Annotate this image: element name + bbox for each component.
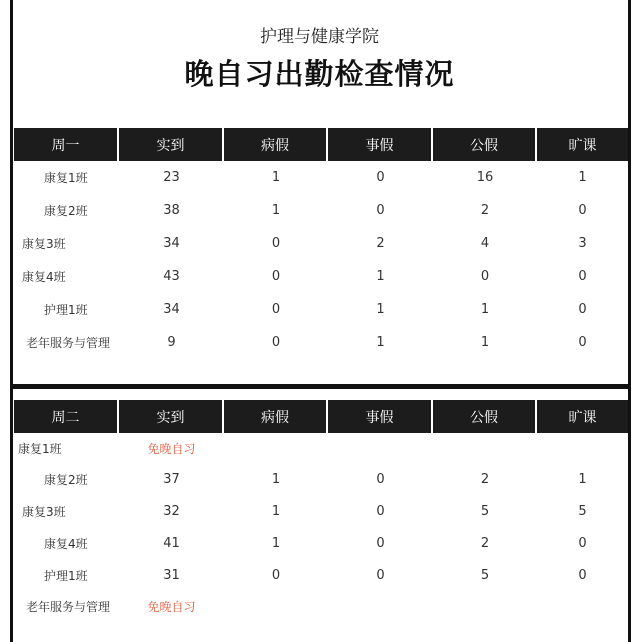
col-header-official: 公假 [433, 400, 537, 433]
sick-count: 0 [271, 335, 281, 350]
col-header-present: 实到 [119, 128, 224, 161]
present-count: 23 [163, 170, 180, 185]
table-row [14, 194, 628, 227]
table-row [14, 293, 628, 326]
present-count: 41 [163, 535, 180, 551]
official-count: 1 [480, 302, 490, 317]
exempt-note: 免晚自习 [147, 599, 196, 614]
col-header-day: 周二 [14, 400, 119, 433]
personal-count: 0 [376, 471, 385, 487]
class-name: 康复4班 [44, 536, 88, 551]
table-row [14, 527, 628, 559]
class-name: 康复4班 [22, 270, 66, 284]
class-name: 老年服务与管理 [26, 599, 111, 614]
official-count: 5 [480, 503, 490, 519]
sick-count: 1 [271, 170, 281, 185]
class-name: 护理1班 [44, 568, 88, 583]
table-row [14, 495, 628, 527]
official-count: 0 [480, 269, 490, 284]
absent-count: 3 [578, 236, 587, 251]
col-header-absent: 旷课 [537, 400, 628, 433]
table-header [14, 128, 628, 161]
table-row [14, 326, 628, 359]
class-name: 康复3班 [22, 504, 66, 519]
monday-table [14, 128, 628, 359]
class-name: 康复3班 [22, 237, 66, 251]
sick-count: 1 [271, 203, 281, 218]
frame-right-border [628, 0, 631, 642]
table-row [14, 161, 628, 194]
sick-count: 0 [271, 567, 281, 583]
exempt-note: 免晚自习 [147, 441, 196, 456]
col-header-sick: 病假 [224, 400, 328, 433]
personal-count: 0 [376, 503, 385, 519]
present-count: 43 [163, 269, 180, 284]
table-row [14, 227, 628, 260]
absent-count: 0 [578, 567, 587, 583]
official-count: 16 [476, 170, 494, 185]
class-name: 老年服务与管理 [26, 336, 111, 350]
col-header-personal: 事假 [328, 400, 433, 433]
sick-count: 1 [271, 535, 281, 551]
sick-count: 1 [271, 503, 281, 519]
col-header-present: 实到 [119, 400, 224, 433]
absent-count: 0 [578, 535, 587, 551]
present-count: 34 [163, 302, 180, 317]
personal-count: 0 [376, 203, 385, 218]
tuesday-table [14, 400, 628, 621]
personal-count: 0 [376, 567, 385, 583]
section-divider [10, 384, 631, 389]
absent-count: 0 [578, 269, 587, 284]
absent-count: 5 [578, 503, 587, 519]
col-header-day: 周一 [14, 128, 119, 161]
table-row [14, 463, 628, 495]
present-count: 37 [163, 471, 180, 487]
present-count: 32 [163, 503, 180, 519]
college-name: 护理与健康学院 [260, 27, 379, 47]
official-count: 2 [480, 535, 490, 551]
col-header-personal: 事假 [328, 128, 433, 161]
table-row [14, 559, 628, 591]
present-count: 34 [163, 236, 180, 251]
page-title: 晚自习出勤检查情况 [184, 57, 455, 91]
present-count: 38 [163, 203, 180, 218]
present-count: 31 [163, 567, 180, 583]
col-header-absent: 旷课 [537, 128, 628, 161]
official-count: 2 [480, 203, 490, 218]
sick-count: 0 [271, 269, 281, 284]
absent-count: 1 [578, 471, 587, 487]
class-name: 护理1班 [44, 303, 88, 317]
col-header-sick: 病假 [224, 128, 328, 161]
col-header-official: 公假 [433, 128, 537, 161]
table-row [14, 433, 628, 463]
personal-count: 1 [376, 302, 385, 317]
personal-count: 1 [376, 269, 385, 284]
personal-count: 0 [376, 170, 385, 185]
official-count: 4 [480, 236, 490, 251]
table-row [14, 591, 628, 621]
sick-count: 1 [271, 471, 281, 487]
absent-count: 1 [578, 170, 587, 185]
official-count: 1 [480, 335, 490, 350]
class-name: 康复2班 [44, 472, 88, 487]
sick-count: 0 [271, 236, 281, 251]
sick-count: 0 [271, 302, 281, 317]
frame-left-border [10, 0, 13, 642]
class-name: 康复1班 [44, 171, 88, 185]
class-name: 康复1班 [18, 441, 62, 456]
official-count: 5 [480, 567, 490, 583]
personal-count: 2 [376, 236, 385, 251]
table-header [14, 400, 628, 433]
personal-count: 1 [376, 335, 385, 350]
present-count: 9 [167, 335, 176, 350]
table-row [14, 260, 628, 293]
absent-count: 0 [578, 335, 587, 350]
class-name: 康复2班 [44, 204, 88, 218]
absent-count: 0 [578, 203, 587, 218]
absent-count: 0 [578, 302, 587, 317]
personal-count: 0 [376, 535, 385, 551]
official-count: 2 [480, 471, 490, 487]
